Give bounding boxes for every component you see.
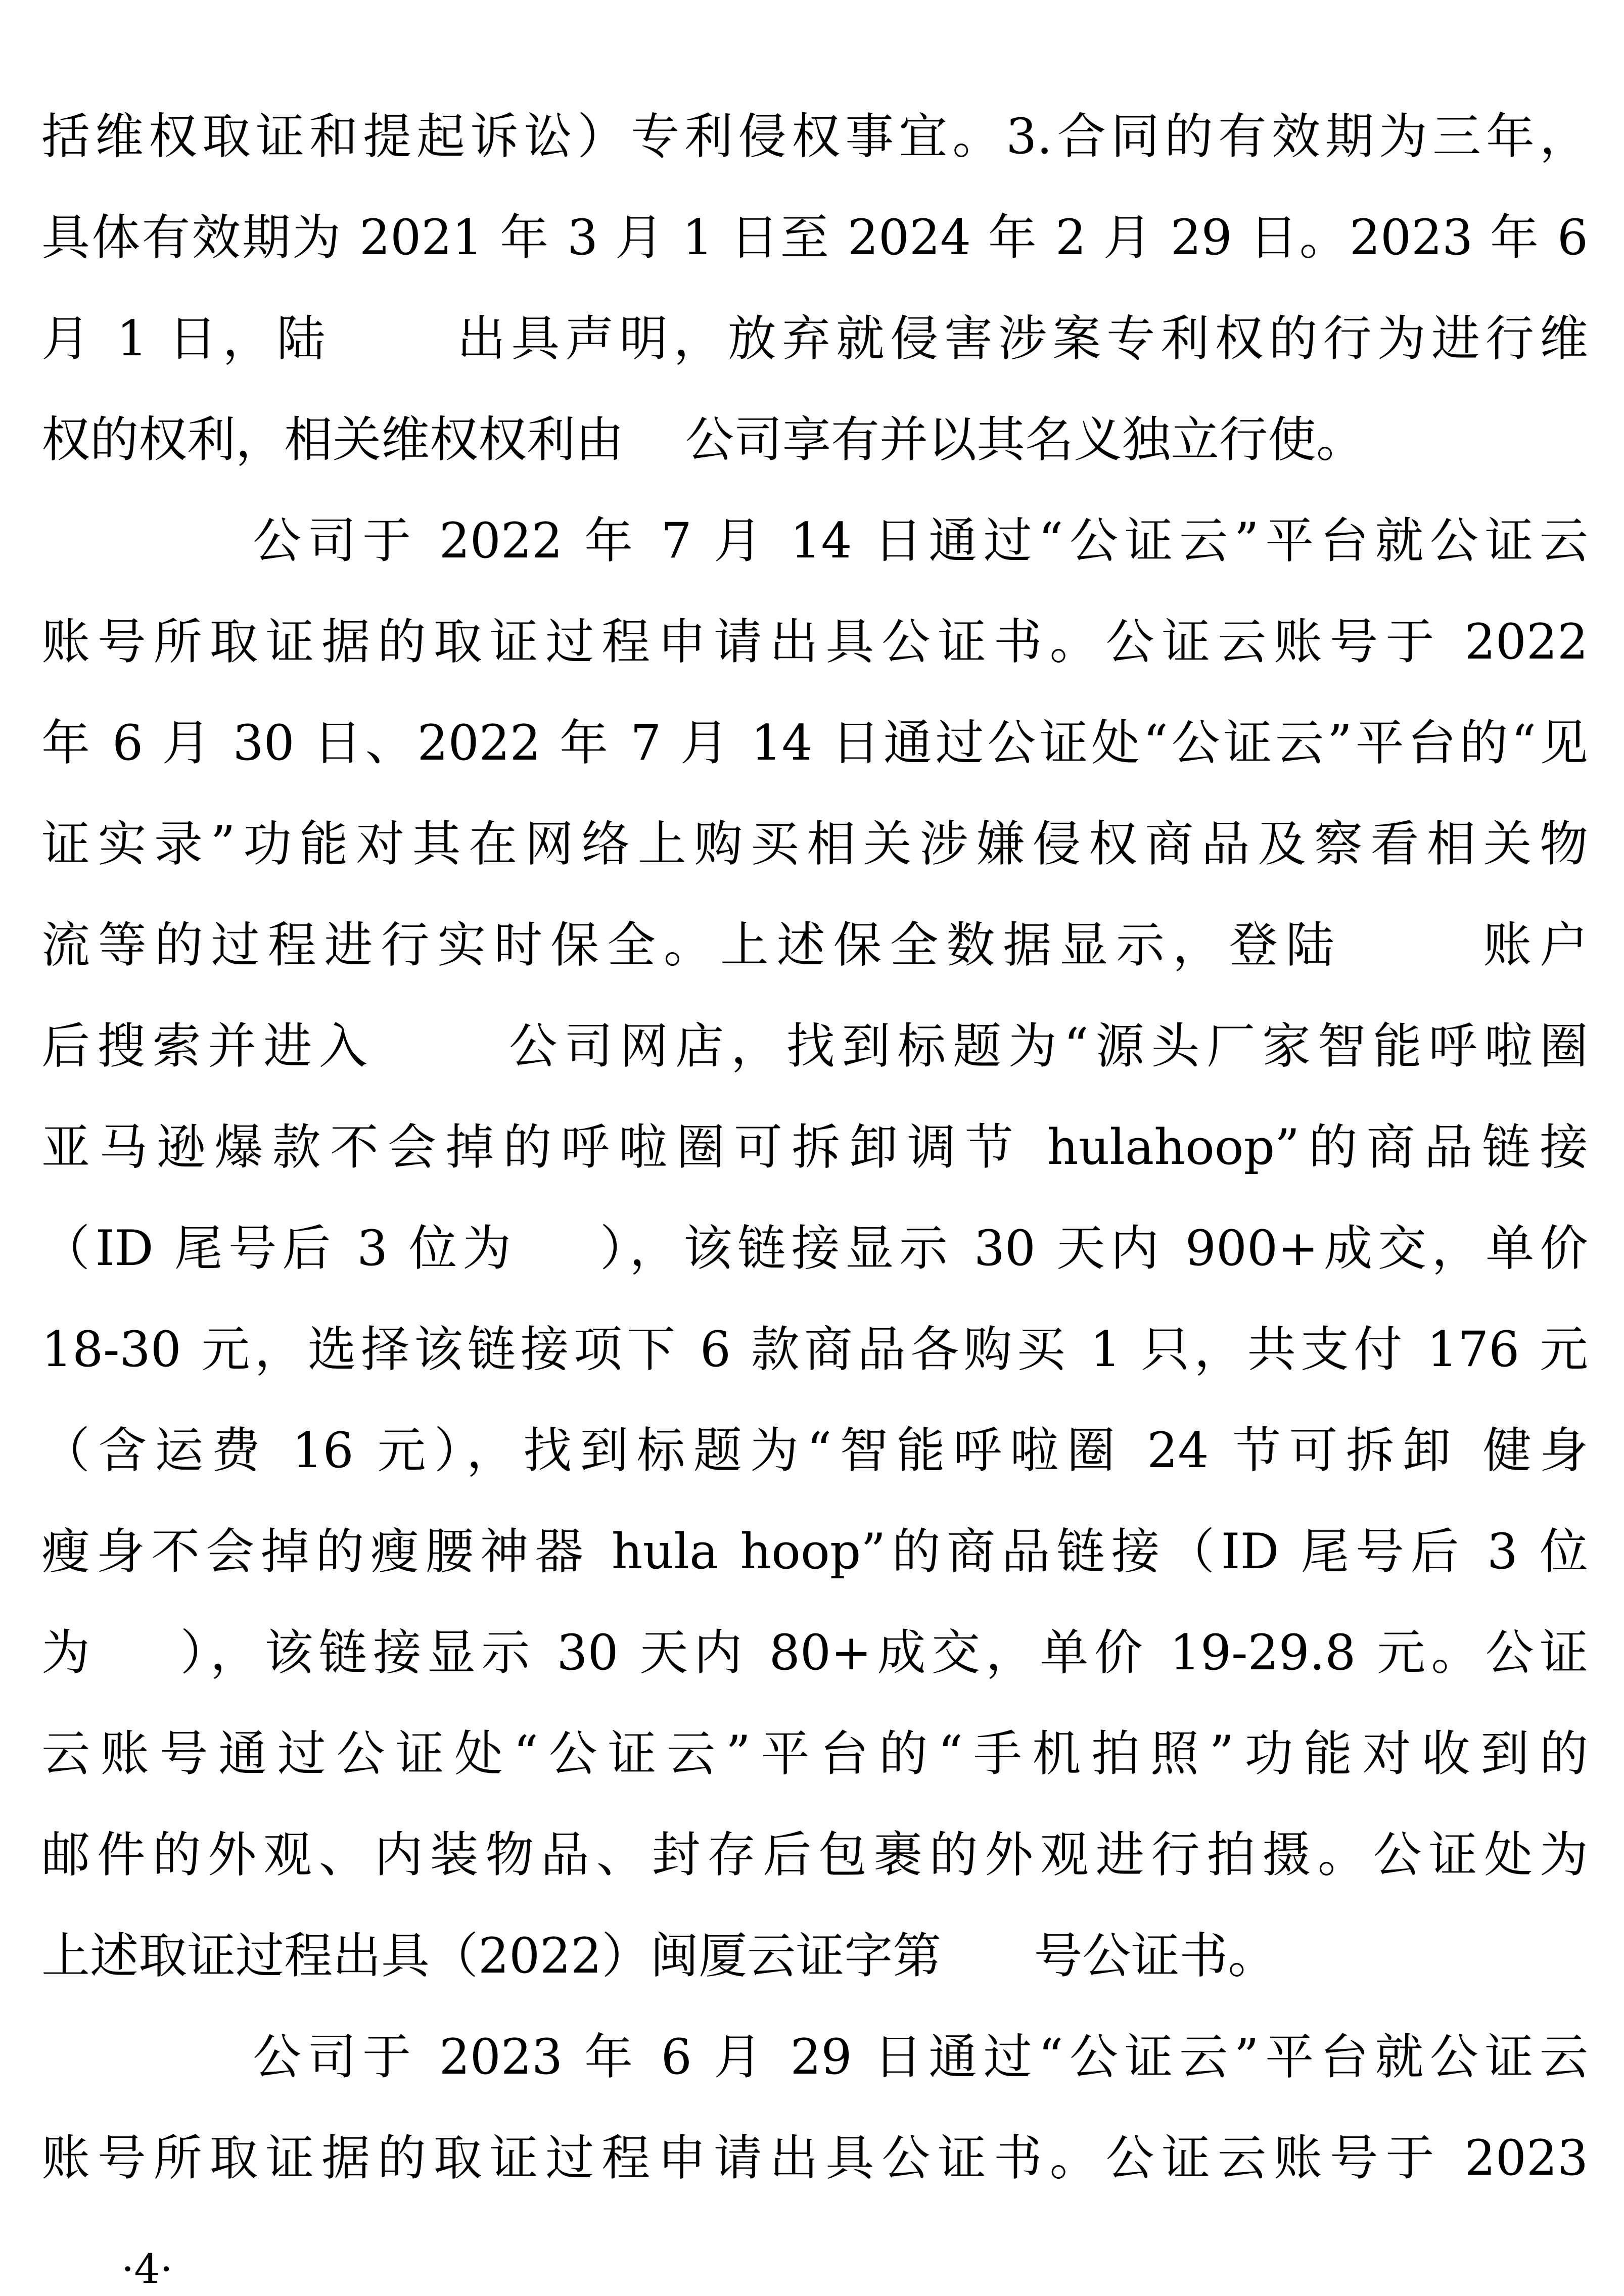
text-line-8: 证实录”功能对其在网络上购买相关涉嫌侵权商品及察看相关物 bbox=[41, 816, 1588, 872]
text-line-14: （含运费 16 元），找到标题为“智能呼啦圈 24 节可拆卸 健身 bbox=[41, 1422, 1588, 1479]
text-line-11: 亚马逊爆款不会掉的呼啦圈可拆卸调节 hulahoop”的商品链接 bbox=[41, 1119, 1588, 1176]
paragraph-3-line-1: 公司于 2023 年 6 月 29 日通过“公证云”平台就公证云 bbox=[253, 2029, 1588, 2085]
text-line-15: 瘦身不会掉的瘦腰神器 hula hoop”的商品链接（ID 尾号后 3 位 bbox=[41, 1523, 1588, 1580]
text-line-17: 云账号通过公证处“公证云”平台的“手机拍照”功能对收到的 bbox=[41, 1725, 1588, 1782]
text-line-19: 上述取证过程出具（2022）闽厦云证字第 号公证书。 bbox=[41, 1928, 1277, 1984]
page-number: ·4· bbox=[121, 2245, 173, 2292]
text-line-6: 账号所取证据的取证过程申请出具公证书。公证云账号于 2022 bbox=[41, 614, 1588, 670]
text-line-16: 为 ），该链接显示 30 天内 80+成交，单价 19-29.8 元。公证 bbox=[41, 1624, 1588, 1681]
text-line-7: 年 6 月 30 日、2022 年 7 月 14 日通过公证处“公证云”平台的“见 bbox=[41, 715, 1588, 771]
text-line-3: 月 1 日，陆 出具声明，放弃就侵害涉案专利权的行为进行维 bbox=[41, 310, 1588, 367]
text-line-9: 流等的过程进行实时保全。上述保全数据显示，登陆 账户 bbox=[41, 917, 1588, 973]
text-line-13: 18-30 元，选择该链接项下 6 款商品各购买 1 只，共支付 176 元 bbox=[41, 1321, 1588, 1378]
text-line-21: 账号所取证据的取证过程申请出具公证书。公证云账号于 2023 bbox=[41, 2130, 1588, 2186]
text-line-10: 后搜索并进入 公司网店，找到标题为“源头厂家智能呼啦圈 bbox=[41, 1018, 1588, 1074]
text-line-18: 邮件的外观、内装物品、封存后包裹的外观进行拍摄。公证处为 bbox=[41, 1826, 1588, 1883]
text-line-12: （ID 尾号后 3 位为 ），该链接显示 30 天内 900+成交，单价 bbox=[41, 1220, 1588, 1277]
paragraph-2-line-1: 公司于 2022 年 7 月 14 日通过“公证云”平台就公证云 bbox=[253, 512, 1588, 569]
text-line-4: 权的权利，相关维权权利由 公司享有并以其名义独立行使。 bbox=[41, 411, 1365, 468]
text-line-1: 括维权取证和提起诉讼）专利侵权事宜。3.合同的有效期为三年， bbox=[41, 108, 1588, 165]
text-line-2: 具体有效期为 2021 年 3 月 1 日至 2024 年 2 月 29 日。2023 年 6 bbox=[41, 209, 1588, 266]
